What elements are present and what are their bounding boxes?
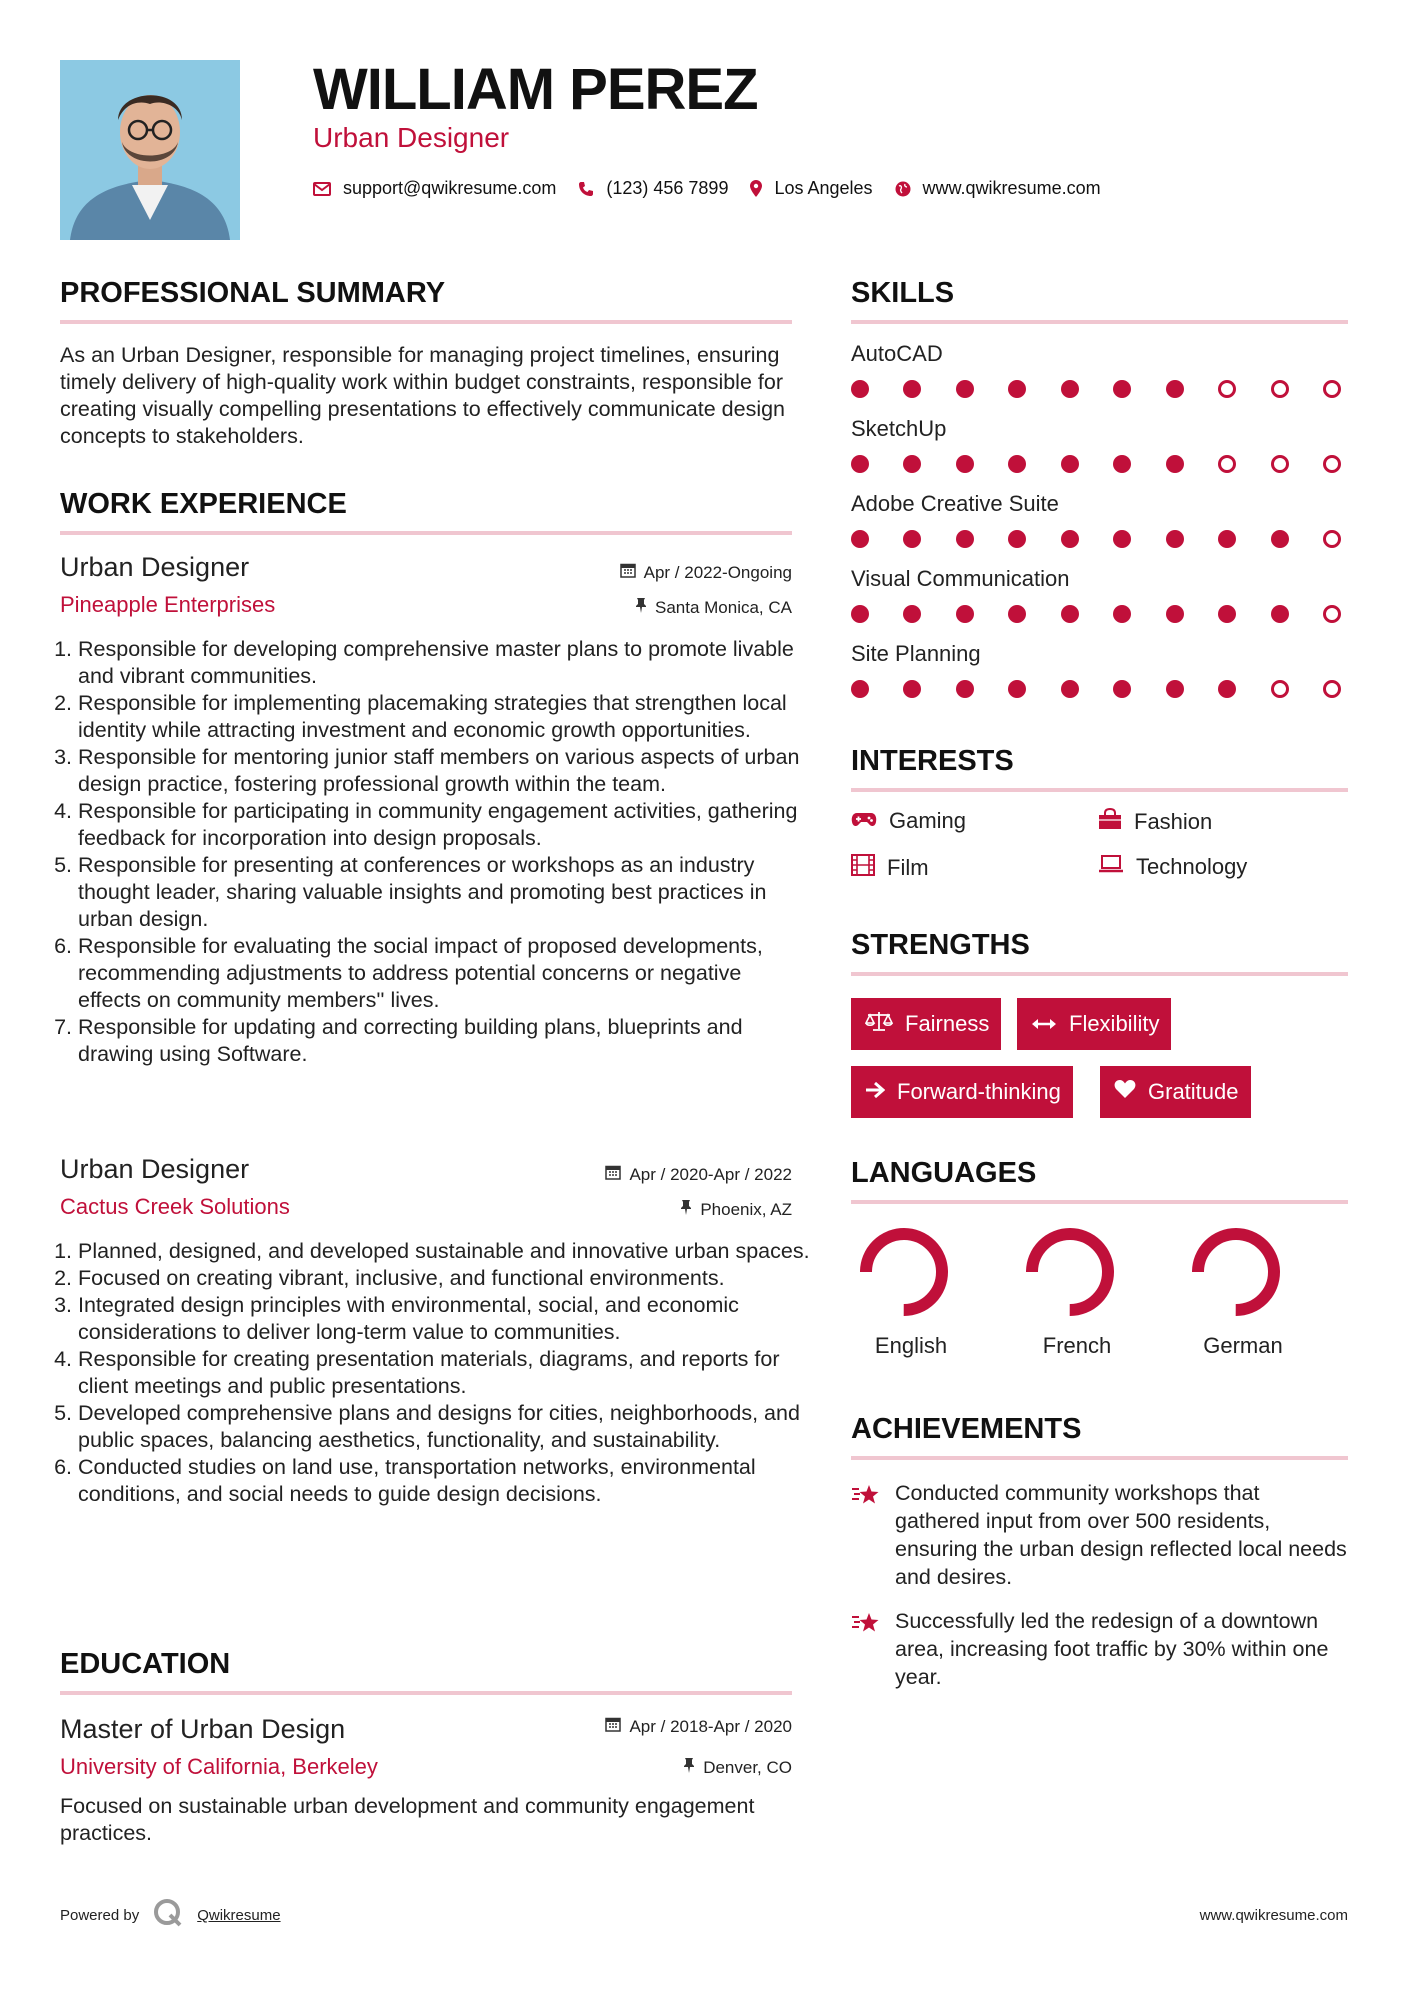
achievement-item — [851, 1479, 1348, 1591]
language-gauge — [1002, 1222, 1152, 1322]
rating-dot-filled — [956, 380, 974, 398]
pushpin-icon — [680, 1199, 692, 1220]
rating-dot-filled — [1166, 680, 1184, 698]
skill-row — [851, 566, 1341, 623]
skill-rating — [851, 455, 1341, 473]
list-item: 4. Responsible for participating in community engagement activities, gathering feedback for incorporation into design proposals. — [78, 798, 810, 852]
shooting-star-icon — [851, 1607, 881, 1691]
strength-label: Fairness — [905, 1011, 990, 1036]
gamepad-icon — [851, 808, 877, 834]
language-item — [1002, 1222, 1152, 1359]
contact-location: Los Angeles — [774, 178, 873, 198]
rating-dot-filled — [1166, 605, 1184, 623]
rating-dot-filled — [851, 605, 869, 623]
rating-dot-empty — [1218, 455, 1236, 473]
rating-dot-filled — [1008, 380, 1026, 398]
skill-row — [851, 416, 1341, 473]
interests-heading: INTERESTS — [851, 745, 1014, 777]
rating-dot-filled — [1008, 680, 1026, 698]
education-dates — [605, 1716, 792, 1737]
achievement-text: Conducted community workshops that gathered input from over 500 residents, ensuring the urban design reflected local needs and desires. — [895, 1481, 1347, 1589]
skills-heading: SKILLS — [851, 277, 955, 309]
interest-label: Film — [887, 855, 929, 880]
rating-dot-empty — [1323, 680, 1341, 698]
rating-dot-filled — [956, 455, 974, 473]
school-name: University of California, Berkeley — [60, 1754, 378, 1779]
rating-dot-filled — [1166, 455, 1184, 473]
skill-row — [851, 491, 1341, 548]
rating-dot-filled — [851, 680, 869, 698]
strength-label: Forward-thinking — [897, 1079, 1061, 1104]
list-item: 2. Focused on creating vibrant, inclusive, and functional environments. — [78, 1265, 810, 1292]
language-level-arc — [1032, 1234, 1108, 1310]
job-title: Urban Designer — [60, 1154, 250, 1184]
job-location-text: Santa Monica, CA — [654, 597, 792, 617]
rating-dot-filled — [1218, 680, 1236, 698]
rating-dot-empty — [1271, 380, 1289, 398]
job-location-text: Phoenix, AZ — [700, 1199, 792, 1219]
rating-dot-filled — [1061, 530, 1079, 548]
rating-dot-empty — [1323, 530, 1341, 548]
rating-dot-filled — [1008, 455, 1026, 473]
language-level-arc — [1198, 1234, 1274, 1310]
powered-by-label: Powered by — [60, 1907, 140, 1924]
education-location-text: Denver, CO — [703, 1757, 792, 1777]
rating-dot-filled — [1166, 530, 1184, 548]
skill-name: Adobe Creative Suite — [851, 491, 1059, 516]
list-item: 2. Responsible for implementing placemaking strategies that strengthen local identity while attracting investment and economic growth opportunities. — [78, 690, 810, 744]
job-title: Urban Designer — [60, 552, 250, 582]
rating-dot-empty — [1323, 380, 1341, 398]
job-dates-text: Apr / 2020-Apr / 2022 — [629, 1164, 792, 1184]
language-name: English — [874, 1333, 948, 1358]
rating-dot-filled — [1061, 380, 1079, 398]
interest-label: Fashion — [1134, 809, 1213, 834]
job-location — [680, 1199, 792, 1220]
achievement-item — [851, 1607, 1348, 1691]
education-heading: EDUCATION — [60, 1648, 231, 1680]
phone-icon — [578, 181, 594, 197]
contact-email[interactable]: support@qwikresume.com — [343, 178, 557, 198]
interest-item — [851, 854, 929, 882]
strength-tag — [1017, 998, 1171, 1050]
languages-divider — [851, 1200, 1348, 1204]
arrows-horizontal-icon — [1031, 1011, 1057, 1037]
film-icon — [851, 854, 875, 882]
map-pin-icon — [750, 180, 762, 197]
calendar-icon — [620, 562, 636, 583]
calendar-icon — [605, 1716, 621, 1737]
job-bullets — [60, 636, 810, 1068]
footer-powered — [60, 1898, 281, 1933]
rating-dot-filled — [851, 530, 869, 548]
rating-dot-filled — [1218, 605, 1236, 623]
language-item — [836, 1222, 986, 1359]
degree-title: Master of Urban Design — [60, 1714, 346, 1744]
pushpin-icon — [683, 1757, 695, 1778]
portrait-image — [60, 60, 240, 240]
skill-rating — [851, 530, 1341, 548]
interest-label: Gaming — [889, 808, 967, 833]
language-gauge — [836, 1222, 986, 1322]
rating-dot-filled — [1113, 680, 1131, 698]
interest-label: Technology — [1136, 854, 1248, 879]
rating-dot-filled — [1113, 380, 1131, 398]
rating-dot-filled — [851, 455, 869, 473]
rating-dot-filled — [1008, 530, 1026, 548]
rating-dot-filled — [1218, 530, 1236, 548]
experience-heading: WORK EXPERIENCE — [60, 488, 347, 520]
skill-name: Visual Communication — [851, 566, 1070, 591]
skill-name: SketchUp — [851, 416, 947, 441]
rating-dot-filled — [1061, 680, 1079, 698]
rating-dot-filled — [1061, 605, 1079, 623]
list-item: 1. Responsible for developing comprehensive master plans to promote livable and vibrant communities. — [78, 636, 810, 690]
experience-divider — [60, 531, 792, 535]
rating-dot-filled — [1271, 530, 1289, 548]
rating-dot-filled — [903, 380, 921, 398]
rating-dot-filled — [851, 380, 869, 398]
list-item: 4. Responsible for creating presentation materials, diagrams, and reports for client meetings and public presentations. — [78, 1346, 810, 1400]
summary-text: As an Urban Designer, responsible for managing project timelines, ensuring timely delivery of high-quality work within budget constraints, responsible for creating visually compelling presentations to effectively communicate design concepts to stakeholders. — [60, 343, 786, 448]
skill-rating — [851, 680, 1341, 698]
pushpin-icon — [635, 597, 647, 618]
languages-heading: LANGUAGES — [851, 1157, 1037, 1189]
shopping-bag-icon — [1098, 808, 1122, 836]
language-item — [1168, 1222, 1318, 1359]
envelope-icon — [313, 182, 331, 196]
achievements-divider — [851, 1456, 1348, 1460]
skill-row — [851, 341, 1341, 398]
globe-icon — [895, 181, 911, 197]
strength-tag — [851, 1066, 1073, 1118]
strengths-divider — [851, 972, 1348, 976]
contact-phone[interactable]: (123) 456 7899 — [606, 178, 729, 198]
summary-heading: PROFESSIONAL SUMMARY — [60, 277, 446, 309]
job-bullets — [60, 1238, 810, 1508]
skill-row — [851, 641, 1341, 698]
rating-dot-filled — [956, 605, 974, 623]
language-name: German — [1203, 1333, 1283, 1358]
list-item: 6. Conducted studies on land use, transportation networks, environmental conditions, and social needs to guide design decisions. — [78, 1454, 810, 1508]
list-item: 5. Developed comprehensive plans and designs for cities, neighborhoods, and public spaces, balancing aesthetics, functionality, and sustainability. — [78, 1400, 810, 1454]
interests-divider — [851, 788, 1348, 792]
rating-dot-filled — [903, 680, 921, 698]
education-description: Focused on sustainable urban development and community engagement practices. — [60, 1794, 755, 1845]
achievements-heading: ACHIEVEMENTS — [851, 1413, 1082, 1445]
balance-scale-icon — [865, 1010, 893, 1038]
arrow-right-icon — [865, 1079, 885, 1105]
list-item: 5. Responsible for presenting at conferences or workshops as an industry thought leader, sharing valuable insights and promoting best practices in urban design. — [78, 852, 810, 933]
calendar-icon — [605, 1164, 621, 1185]
language-name: French — [1042, 1333, 1112, 1358]
rating-dot-empty — [1323, 455, 1341, 473]
rating-dot-filled — [1271, 605, 1289, 623]
strengths-heading: STRENGTHS — [851, 929, 1030, 961]
language-gauge — [1168, 1222, 1318, 1322]
achievement-text: Successfully led the redesign of a downtown area, increasing foot traffic by 30% within one year. — [895, 1609, 1329, 1689]
rating-dot-filled — [1113, 530, 1131, 548]
education-location — [683, 1757, 792, 1778]
profile-photo — [60, 60, 240, 240]
list-item: 1. Planned, designed, and developed sustainable and innovative urban spaces. — [78, 1238, 810, 1265]
interest-item — [851, 808, 966, 834]
strength-label: Flexibility — [1069, 1011, 1160, 1036]
rating-dot-empty — [1323, 605, 1341, 623]
footer-website[interactable]: www.qwikresume.com — [1199, 1907, 1348, 1924]
strength-tag — [851, 998, 1001, 1050]
qwikresume-logo-icon — [153, 1898, 183, 1933]
interest-item — [1098, 808, 1212, 836]
rating-dot-empty — [1271, 455, 1289, 473]
rating-dot-filled — [1113, 605, 1131, 623]
rating-dot-empty — [1271, 680, 1289, 698]
skill-rating — [851, 380, 1341, 398]
brand-link[interactable]: Qwikresume — [197, 1907, 281, 1924]
heart-icon — [1114, 1079, 1136, 1105]
list-item: 6. Responsible for evaluating the social impact of proposed developments, recommending adjustments to address potential concerns or negative effects on community members'' lives. — [78, 933, 810, 1014]
rating-dot-filled — [1166, 380, 1184, 398]
rating-dot-filled — [1008, 605, 1026, 623]
skill-name: Site Planning — [851, 641, 981, 666]
skill-rating — [851, 605, 1341, 623]
candidate-role: Urban Designer — [313, 122, 510, 153]
contact-website[interactable]: www.qwikresume.com — [922, 178, 1101, 198]
strength-label: Gratitude — [1148, 1079, 1239, 1104]
education-divider — [60, 1691, 792, 1695]
skills-divider — [851, 320, 1348, 324]
laptop-icon — [1098, 854, 1124, 880]
list-item: 3. Integrated design principles with environmental, social, and economic considerations to deliver long-term value to communities. — [78, 1292, 810, 1346]
rating-dot-filled — [903, 605, 921, 623]
education-dates-text: Apr / 2018-Apr / 2020 — [629, 1716, 792, 1736]
job-dates — [620, 562, 792, 583]
candidate-name: WILLIAM PEREZ — [313, 57, 758, 122]
rating-dot-filled — [1113, 455, 1131, 473]
summary-divider — [60, 320, 792, 324]
interest-item — [1098, 854, 1247, 880]
job-dates — [605, 1164, 792, 1185]
list-item: 3. Responsible for mentoring junior staff members on various aspects of urban design practice, fostering professional growth within the team. — [78, 744, 810, 798]
language-level-arc — [866, 1234, 942, 1310]
company-name: Cactus Creek Solutions — [60, 1194, 290, 1219]
job-dates-text: Apr / 2022-Ongoing — [643, 562, 792, 582]
rating-dot-filled — [956, 680, 974, 698]
job-location — [635, 597, 792, 618]
rating-dot-filled — [1061, 455, 1079, 473]
contact-bar — [313, 178, 1101, 199]
rating-dot-filled — [903, 455, 921, 473]
company-name: Pineapple Enterprises — [60, 592, 276, 617]
rating-dot-filled — [903, 530, 921, 548]
list-item: 7. Responsible for updating and correcting building plans, blueprints and drawing using Software. — [78, 1014, 810, 1068]
strength-tag — [1100, 1066, 1251, 1118]
rating-dot-filled — [956, 530, 974, 548]
rating-dot-empty — [1218, 380, 1236, 398]
skill-name: AutoCAD — [851, 341, 943, 366]
shooting-star-icon — [851, 1479, 881, 1591]
